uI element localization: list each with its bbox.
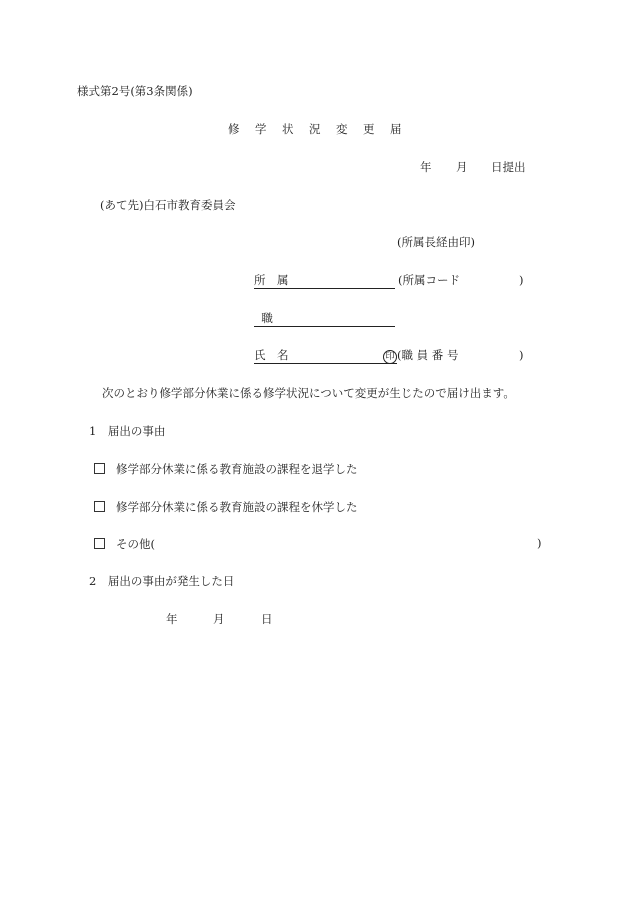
- submit-month: 月: [456, 160, 468, 174]
- other-close-paren: ): [537, 536, 542, 550]
- affiliation-code: (所属コード: [398, 273, 460, 287]
- occurrence-year: 年: [166, 612, 178, 626]
- name-row: [254, 350, 397, 364]
- affiliation-field[interactable]: [254, 275, 395, 289]
- option-label: 修学部分休業に係る教育施設の課程を退学した: [115, 462, 358, 476]
- supervisor-seal-note: (所属長経由印): [397, 235, 475, 249]
- seal-mark: 印: [383, 350, 397, 364]
- title-char: 変: [336, 122, 348, 136]
- checkbox[interactable]: [94, 538, 105, 549]
- affiliation-code-close: ): [519, 273, 524, 287]
- position-label: 職: [261, 311, 273, 325]
- occurrence-month: 月: [213, 612, 225, 626]
- name-label: 氏 名: [254, 348, 289, 362]
- name-field[interactable]: [254, 350, 383, 364]
- occurrence-day: 日: [261, 612, 273, 626]
- intro-text: 次のとおり修学部分休業に係る修学状況について変更が生じたので届け出ます。: [102, 386, 515, 400]
- section1-heading: 1 届出の事由: [89, 424, 166, 438]
- page-title: [228, 124, 417, 136]
- title-char: 況: [309, 122, 321, 136]
- title-char: 修: [228, 122, 240, 136]
- staff-number: (職 員 番 号: [397, 348, 459, 362]
- form-number: 様式第2号(第3条関係): [77, 84, 193, 98]
- reason-option-withdrawn[interactable]: [94, 463, 357, 476]
- reason-option-leave[interactable]: [94, 501, 357, 514]
- option-label: その他(: [115, 537, 155, 551]
- addressee: (あて先)白石市教育委員会: [100, 198, 236, 212]
- title-char: 更: [363, 122, 375, 136]
- option-label: 修学部分休業に係る教育施設の課程を休学した: [115, 500, 358, 514]
- position-row: [254, 313, 395, 327]
- checkbox[interactable]: [94, 501, 105, 512]
- staff-number-close: ): [519, 348, 524, 362]
- title-char: 学: [255, 122, 267, 136]
- affiliation-row: [254, 275, 395, 289]
- position-field[interactable]: [254, 313, 395, 327]
- checkbox[interactable]: [94, 463, 105, 474]
- submit-year: 年: [420, 160, 432, 174]
- submit-day: 日提出: [491, 160, 526, 174]
- title-char: 届: [390, 122, 402, 136]
- affiliation-label: 所 属: [254, 273, 289, 287]
- reason-option-other[interactable]: [94, 538, 155, 551]
- section2-heading: 2 届出の事由が発生した日: [89, 574, 235, 588]
- title-char: 状: [282, 122, 294, 136]
